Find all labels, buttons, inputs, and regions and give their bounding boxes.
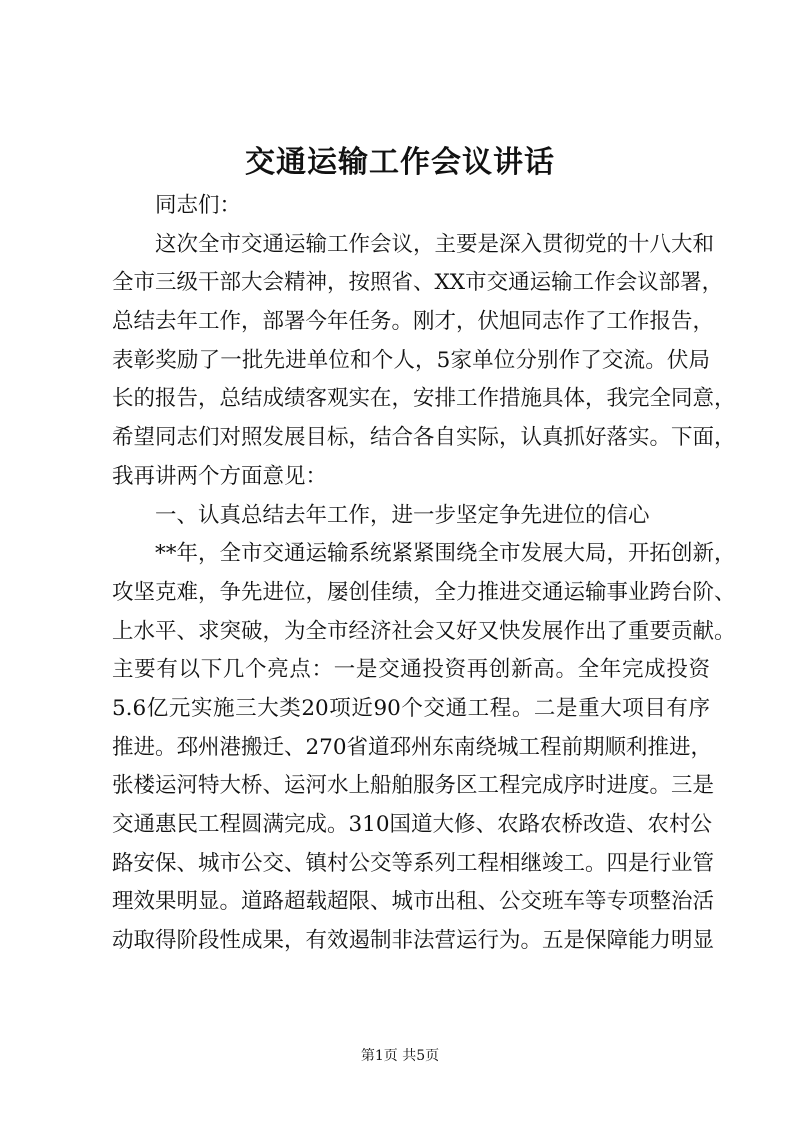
text-line: **年，全市交通运输系统紧紧围绕全市发展大局，开拓创新，	[155, 541, 736, 567]
text-line: 表彰奖励了一批先进单位和个人，5家单位分别作了交流。伏局	[112, 347, 710, 373]
text-line: 路安保、城市公交、镇村公交等系列工程相继竣工。四是行业管	[112, 850, 715, 876]
text-line: 理效果明显。道路超载超限、城市出租、公交班车等专项整治活	[112, 889, 715, 915]
section-heading: 一、认真总结去年工作，进一步坚定争先进位的信心	[155, 502, 650, 528]
text-line: 主要有以下几个亮点：一是交通投资再创新高。全年完成投资	[112, 657, 710, 683]
document-body	[112, 187, 736, 961]
text-line: 张楼运河特大桥、运河水上船舶服务区工程完成序时进度。三是	[112, 773, 715, 799]
section-heading-1	[112, 497, 710, 536]
paragraph-intro	[112, 226, 736, 497]
text-line: 我再讲两个方面意见：	[112, 463, 328, 489]
text-line: 希望同志们对照发展目标，结合各自实际，认真抓好落实。下面，	[112, 425, 736, 451]
salutation: 同志们：	[155, 193, 242, 218]
text-line: 长的报告，总结成绩客观实在，安排工作措施具体，我完全同意，	[112, 386, 736, 412]
text-line: 攻坚克难，争先进位，屡创佳绩，全力推进交通运输事业跨台阶、	[112, 579, 736, 605]
text-line: 推进。邳州港搬迁、270省道邳州东南绕城工程前期顺利推进，	[112, 734, 713, 760]
document-title: 交通运输工作会议讲话	[245, 145, 555, 180]
page-footer: 第1页 共5页	[360, 1048, 440, 1064]
text-line: 动取得阶段性成果，有效遏制非法营运行为。五是保障能力明显	[112, 928, 715, 954]
text-line: 上水平、求突破，为全市经济社会又好又快发展作出了重要贡献。	[112, 618, 736, 644]
text-line: 全市三级干部大会精神，按照省、XX市交通运输工作会议部署，	[112, 270, 724, 296]
text-line: 交通惠民工程圆满完成。310国道大修、农路农桥改造、农村公	[112, 812, 713, 837]
paragraph-achievements	[112, 535, 736, 961]
text-line: 总结去年工作，部署今年任务。刚才，伏旭同志作了工作报告，	[112, 309, 715, 335]
text-line: 这次全市交通运输工作会议，主要是深入贯彻党的十八大和	[155, 231, 715, 257]
text-line: 5.6亿元实施三大类20项近90个交通工程。二是重大项目有序	[112, 695, 710, 721]
